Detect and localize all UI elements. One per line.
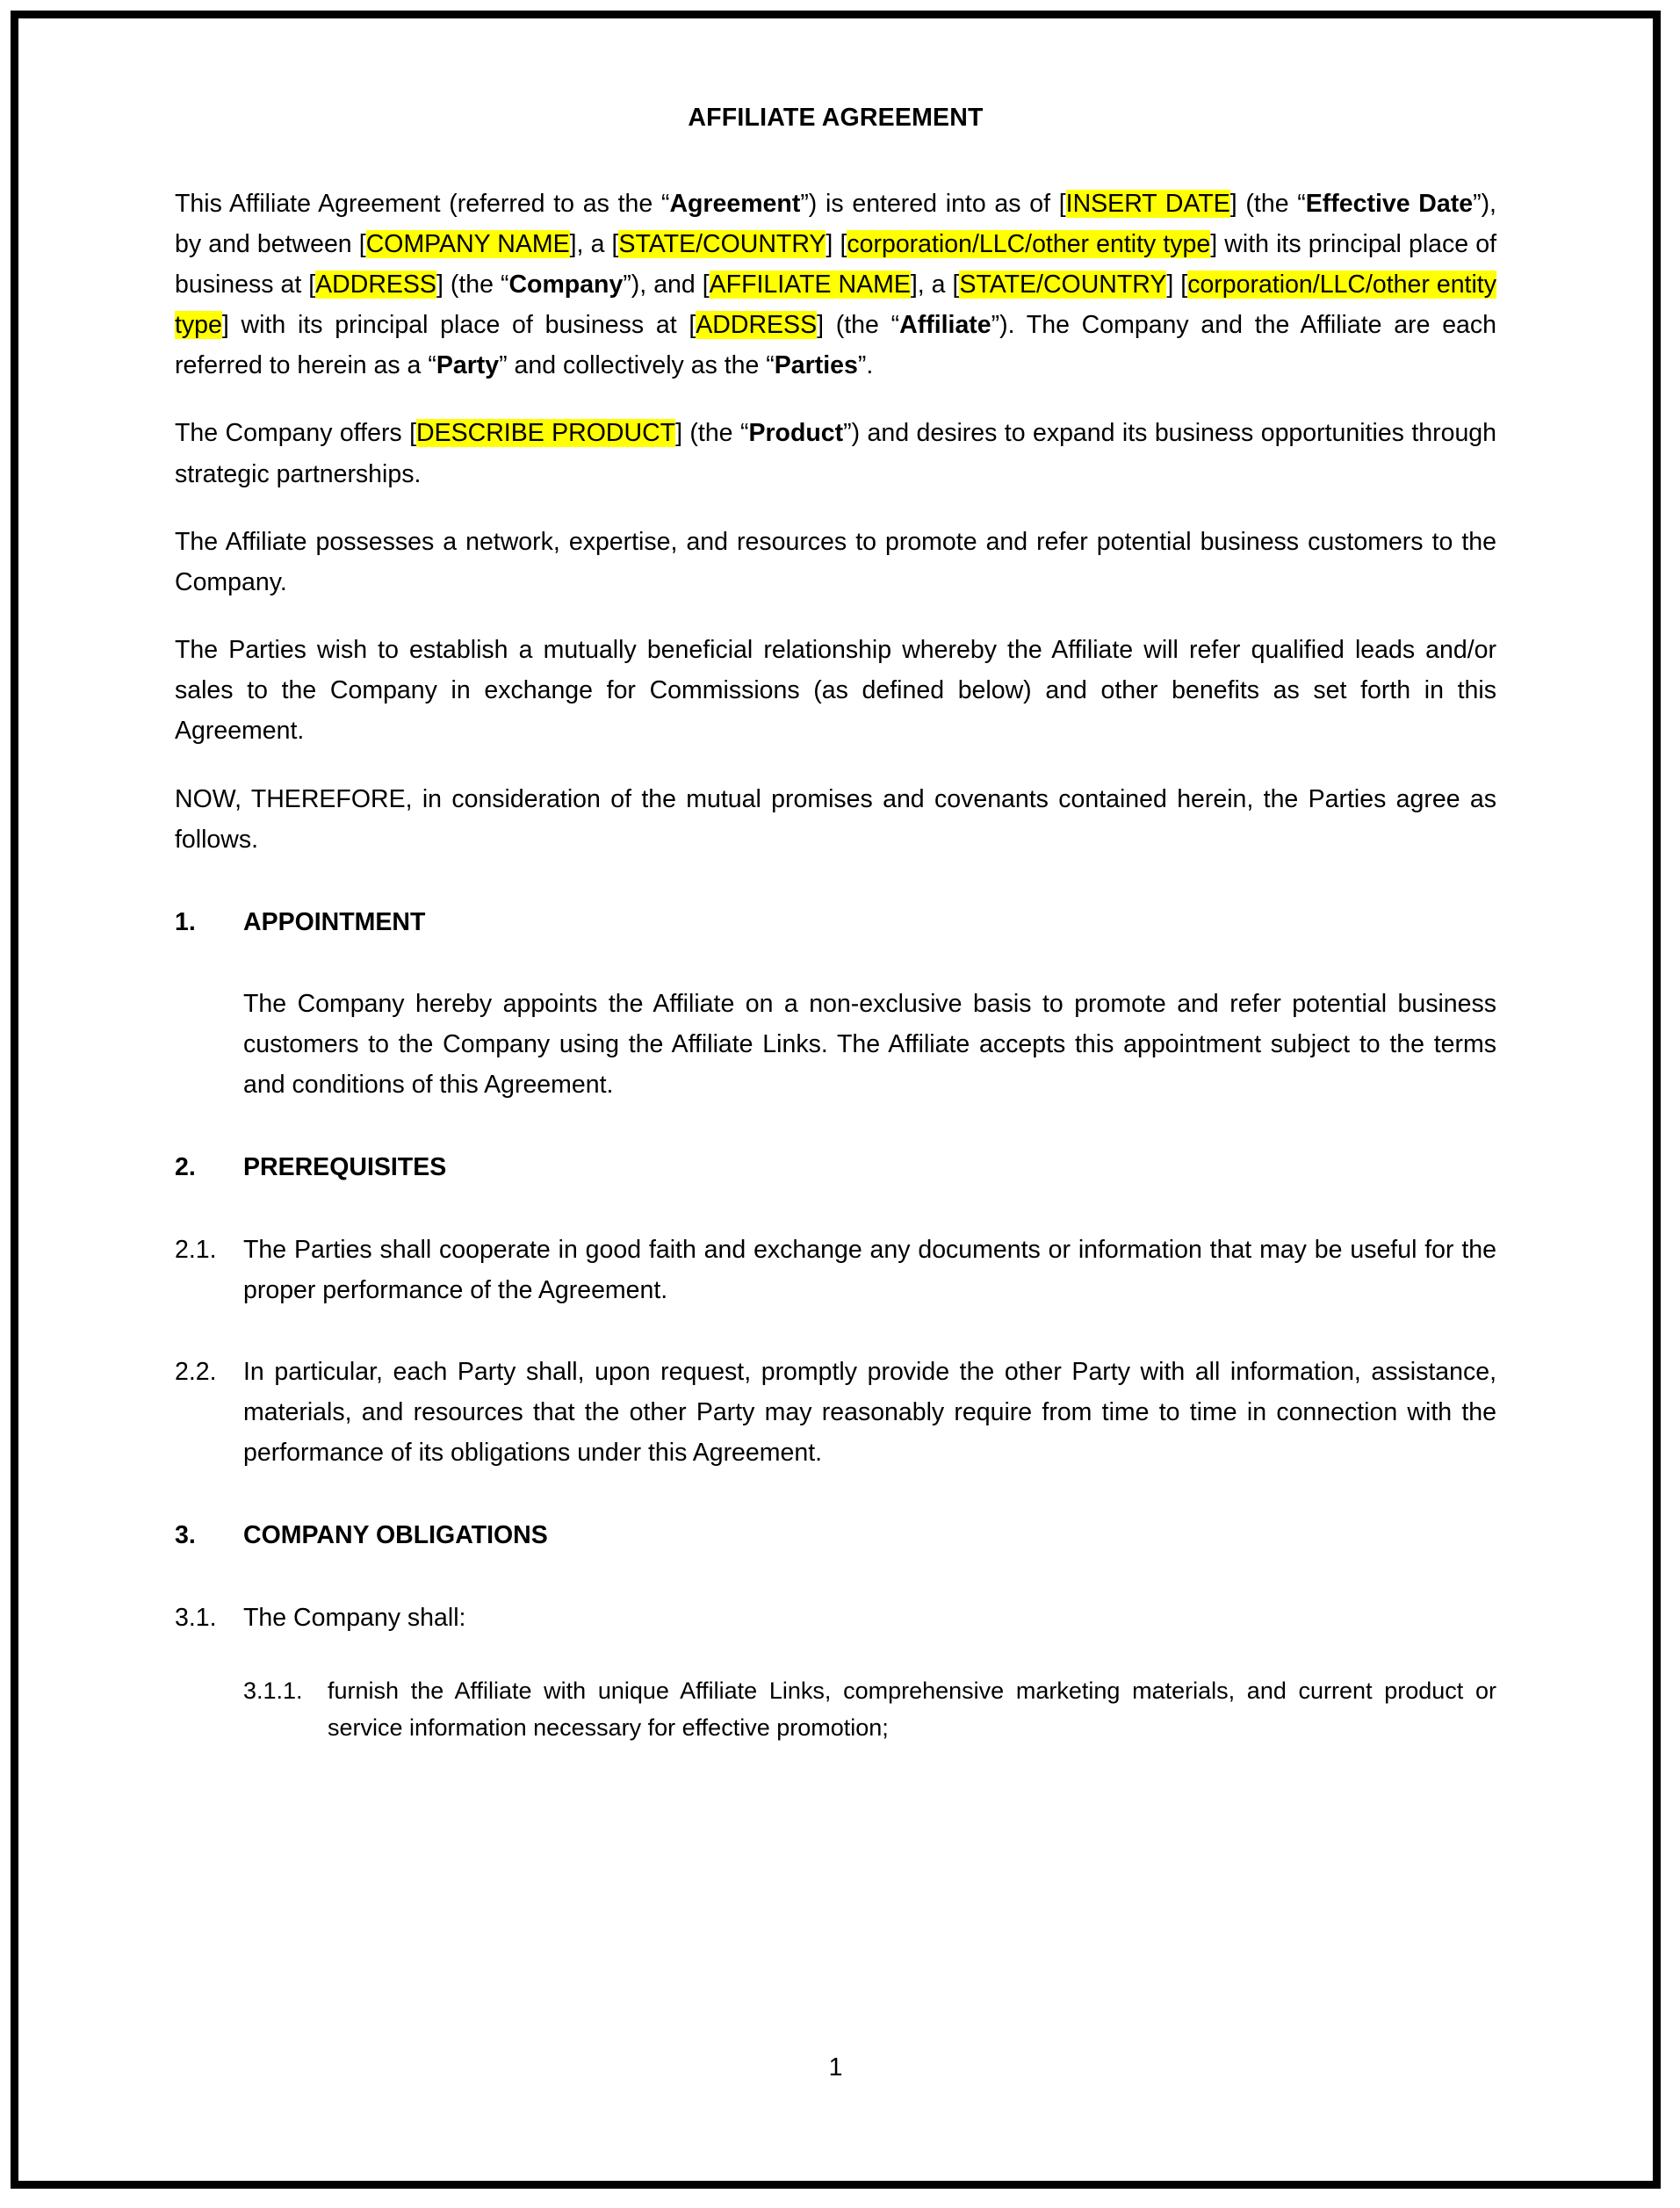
placeholder-company-name: COMPANY NAME	[365, 229, 570, 258]
clause-item-3-1-1	[243, 1673, 1496, 1747]
clause-item-2-2	[175, 1352, 1496, 1473]
preamble-paragraph-4: The Parties wish to establish a mutually beneficial relationship whereby the Affiliate will refer qualified leads and/or sales to the Company in exchange for Commissions (as defined below) and other benefits as set forth in this Agreement.	[175, 636, 1496, 746]
clause-number: 1.	[175, 907, 196, 936]
clause-item-2-1	[175, 1230, 1496, 1310]
clause-heading-2	[175, 1147, 1496, 1187]
preamble-text: ] (the “	[675, 419, 749, 448]
clause-heading-3	[175, 1515, 1496, 1555]
placeholder-state-country-company: STATE/COUNTRY	[618, 229, 826, 258]
preamble-text: ], a [	[569, 229, 619, 258]
preamble-text: ], a [	[910, 270, 960, 299]
defined-term-effective-date: Effective Date	[1305, 189, 1474, 218]
preamble-text: ”). The Company and the Affiliate are each referred to herein as a “	[175, 311, 1496, 380]
preamble-text: ] (the “	[1229, 189, 1306, 218]
placeholder-affiliate-name: AFFILIATE NAME	[709, 270, 911, 299]
preamble-paragraph-2	[175, 413, 1496, 494]
clause-text: In particular, each Party shall, upon request, promptly provide the other Party with all information, assistance, materials, and resources that the other Party may reasonably require from time to time in connection with the performance of its obligations under this Agreement.	[243, 1357, 1496, 1468]
clause-title: APPOINTMENT	[243, 907, 426, 936]
defined-term-product: Product	[748, 419, 844, 448]
preamble-paragraph-1	[175, 184, 1496, 386]
placeholder-address-affiliate: ADDRESS	[696, 311, 818, 340]
preamble-paragraph-3: The Affiliate possesses a network, expertise, and resources to promote and refer potential business customers to the Company.	[175, 527, 1496, 596]
placeholder-entity-type-affiliate: corporation/LLC/other entity type	[175, 270, 1496, 340]
defined-term-agreement: Agreement	[669, 189, 801, 218]
page-title: AFFILIATE AGREEMENT	[688, 104, 984, 132]
preamble-text: ”.	[857, 351, 874, 380]
placeholder-state-country-affiliate: STATE/COUNTRY	[959, 270, 1167, 299]
preamble-text: This Affiliate Agreement (referred to as the “	[175, 189, 670, 218]
document-page	[18, 18, 1653, 2181]
clause-heading-1	[175, 902, 1496, 942]
preamble-text: ”), and [	[623, 270, 710, 299]
clause-number: 3.1.	[175, 1603, 217, 1632]
preamble-text: ] with its principal place of business at [	[221, 311, 696, 340]
document-page-border	[11, 11, 1661, 2189]
placeholder-describe-product: DESCRIBE PRODUCT	[416, 419, 676, 448]
clause-number: 2.1.	[175, 1235, 217, 1264]
preamble-paragraph-5: NOW, THEREFORE, in consideration of the mutual promises and covenants contained herein, the Parties agree as follows.	[175, 784, 1496, 854]
preamble-text: ] (the “	[817, 311, 900, 340]
preamble-text: ” and collectively as the “	[499, 351, 775, 380]
defined-term-party: Party	[436, 351, 500, 380]
clause-title: COMPANY OBLIGATIONS	[243, 1521, 548, 1550]
preamble-text: ”) and desires to expand its business opportunities through strategic partnerships.	[175, 419, 1497, 488]
clause-number: 3.1.1.	[243, 1677, 303, 1704]
placeholder-insert-date: INSERT DATE	[1065, 189, 1230, 218]
clause-text: The Company shall:	[243, 1603, 466, 1632]
placeholder-address-company: ADDRESS	[315, 270, 436, 299]
clause-text: furnish the Affiliate with unique Affiliate Links, comprehensive marketing materials, and current product or service information necessary for effective promotion;	[328, 1677, 1496, 1741]
preamble-text: ] [	[1166, 270, 1188, 299]
preamble-text: ] [	[826, 229, 847, 258]
clause-text: The Parties shall cooperate in good faith and exchange any documents or information that may be useful for the proper performance of the Agreement.	[243, 1235, 1496, 1304]
defined-term-parties: Parties	[774, 351, 858, 380]
clause-number: 2.2.	[175, 1357, 217, 1386]
preamble-text: ] with its principal place of business at [	[175, 229, 1496, 299]
defined-term-company: Company	[508, 270, 624, 299]
page-number: 1	[828, 2053, 843, 2082]
placeholder-entity-type-company: corporation/LLC/other entity type	[847, 229, 1211, 258]
preamble-text: ”), by and between [	[175, 189, 1496, 258]
defined-term-affiliate: Affiliate	[899, 311, 991, 340]
clause-body-1: The Company hereby appoints the Affiliate on a non-exclusive basis to promote and refer potential business customers to the Company using the Affiliate Links. The Affiliate accepts this appointment subject to the terms and conditions of this Agreement.	[243, 989, 1496, 1100]
clause-number: 3.	[175, 1521, 196, 1550]
preamble-text: ] (the “	[436, 270, 509, 299]
preamble-text: ”) is entered into as of [	[800, 189, 1066, 218]
clause-number: 2.	[175, 1153, 196, 1182]
clause-item-3-1	[175, 1598, 1496, 1638]
clause-title: PREREQUISITES	[243, 1153, 447, 1182]
preamble-text: The Company offers [	[175, 419, 417, 448]
